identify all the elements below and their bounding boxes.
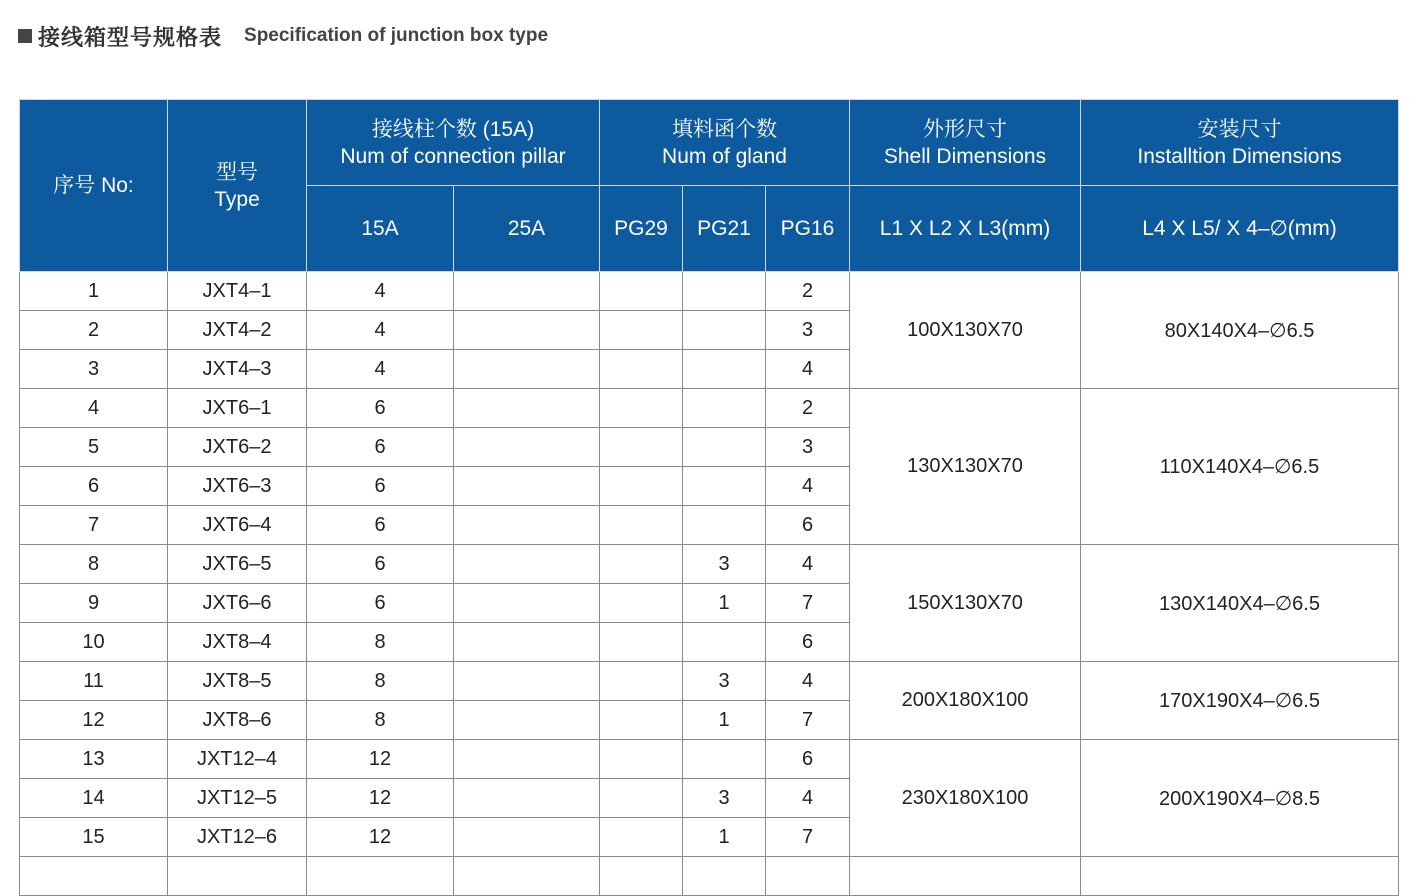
cell-pg16: 3 bbox=[766, 428, 850, 467]
header-no-label: 序号 No: bbox=[53, 174, 134, 197]
cell-pg29 bbox=[600, 311, 683, 350]
cell-install-dimensions: 110X140X4–∅6.5 bbox=[1081, 389, 1399, 545]
cell-no: 4 bbox=[20, 389, 168, 428]
table-row bbox=[20, 545, 1399, 584]
cell-pg16: 4 bbox=[766, 467, 850, 506]
cell-pg29 bbox=[600, 857, 683, 896]
cell-pg21 bbox=[683, 272, 766, 311]
header-pillar-en: Num of connection pillar bbox=[340, 144, 566, 168]
cell-type: JXT12–5 bbox=[168, 779, 307, 818]
cell-shell-dimensions: 230X180X100 bbox=[850, 740, 1081, 857]
cell-pg16: 2 bbox=[766, 389, 850, 428]
header-shell bbox=[850, 100, 1081, 186]
cell-pg21 bbox=[683, 857, 766, 896]
cell-pg16: 6 bbox=[766, 623, 850, 662]
page-title bbox=[18, 20, 548, 52]
cell-shell-dimensions: 130X130X70 bbox=[850, 389, 1081, 545]
cell-install-dimensions: 80X140X4–∅6.5 bbox=[1081, 272, 1399, 389]
cell-pg16: 7 bbox=[766, 584, 850, 623]
header-gland bbox=[600, 100, 850, 186]
cell-25a bbox=[454, 350, 600, 389]
cell-15a: 8 bbox=[307, 662, 454, 701]
cell-pg29 bbox=[600, 623, 683, 662]
header-col-install: L4 X L5/ X 4–∅(mm) bbox=[1081, 186, 1399, 272]
cell-25a bbox=[454, 311, 600, 350]
cell-15a: 8 bbox=[307, 623, 454, 662]
cell-25a bbox=[454, 857, 600, 896]
cell-type: JXT8–5 bbox=[168, 662, 307, 701]
cell-pg16: 4 bbox=[766, 779, 850, 818]
cell-type: JXT4–3 bbox=[168, 350, 307, 389]
cell-no: 9 bbox=[20, 584, 168, 623]
cell-25a bbox=[454, 389, 600, 428]
cell-pg21: 3 bbox=[683, 545, 766, 584]
cell-type: JXT6–3 bbox=[168, 467, 307, 506]
cell-25a bbox=[454, 584, 600, 623]
cell-pg29 bbox=[600, 428, 683, 467]
header-install-en: Installtion Dimensions bbox=[1137, 144, 1342, 168]
cell-type: JXT6–6 bbox=[168, 584, 307, 623]
cell-pg16: 6 bbox=[766, 506, 850, 545]
cell-25a bbox=[454, 272, 600, 311]
header-col-shell: L1 X L2 X L3(mm) bbox=[850, 186, 1081, 272]
cell-type: JXT12–6 bbox=[168, 818, 307, 857]
header-pillar bbox=[307, 100, 600, 186]
cell-pg29 bbox=[600, 506, 683, 545]
cell-pg16 bbox=[766, 857, 850, 896]
cell-15a: 6 bbox=[307, 545, 454, 584]
cell-pg21: 3 bbox=[683, 662, 766, 701]
cell-install-dimensions: 200X190X4–∅8.5 bbox=[1081, 740, 1399, 857]
cell-pg29 bbox=[600, 350, 683, 389]
table-row bbox=[20, 662, 1399, 701]
cell-25a bbox=[454, 662, 600, 701]
cell-25a bbox=[454, 818, 600, 857]
cell-pg29 bbox=[600, 818, 683, 857]
cell-15a: 6 bbox=[307, 506, 454, 545]
cell-15a: 4 bbox=[307, 311, 454, 350]
cell-15a: 6 bbox=[307, 467, 454, 506]
cell-15a: 12 bbox=[307, 740, 454, 779]
header-gland-en: Num of gland bbox=[662, 144, 787, 168]
cell-15a: 6 bbox=[307, 428, 454, 467]
cell-type: JXT6–2 bbox=[168, 428, 307, 467]
cell-25a bbox=[454, 701, 600, 740]
cell-pg16: 6 bbox=[766, 740, 850, 779]
cell-pg29 bbox=[600, 272, 683, 311]
title-chinese: 接线箱型号规格表 bbox=[38, 24, 223, 50]
cell-15a: 4 bbox=[307, 350, 454, 389]
header-col-pg29: PG29 bbox=[600, 186, 683, 272]
cell-no: 14 bbox=[20, 779, 168, 818]
cell-15a: 6 bbox=[307, 584, 454, 623]
cell-pg21 bbox=[683, 311, 766, 350]
header-type-en: Type bbox=[214, 187, 260, 211]
header-install bbox=[1081, 100, 1399, 186]
cell-pg16: 7 bbox=[766, 701, 850, 740]
cell-pg21 bbox=[683, 740, 766, 779]
cell-pg21 bbox=[683, 506, 766, 545]
cell-15a: 12 bbox=[307, 818, 454, 857]
cell-type: JXT4–2 bbox=[168, 311, 307, 350]
cell-15a: 6 bbox=[307, 389, 454, 428]
cell-shell-dimensions: 200X180X100 bbox=[850, 662, 1081, 740]
cell-no: 13 bbox=[20, 740, 168, 779]
cell-type bbox=[168, 857, 307, 896]
cell-install-dimensions bbox=[1081, 857, 1399, 896]
cell-type: JXT12–4 bbox=[168, 740, 307, 779]
cell-type: JXT6–5 bbox=[168, 545, 307, 584]
cell-pg16: 2 bbox=[766, 272, 850, 311]
cell-pg16: 3 bbox=[766, 311, 850, 350]
cell-pg21: 1 bbox=[683, 584, 766, 623]
cell-pg21 bbox=[683, 623, 766, 662]
header-col-25a: 25A bbox=[454, 186, 600, 272]
cell-pg29 bbox=[600, 779, 683, 818]
cell-pg29 bbox=[600, 701, 683, 740]
header-type bbox=[168, 100, 307, 272]
cell-pg16: 4 bbox=[766, 662, 850, 701]
cell-no: 11 bbox=[20, 662, 168, 701]
cell-install-dimensions: 170X190X4–∅6.5 bbox=[1081, 662, 1399, 740]
cell-type: JXT6–1 bbox=[168, 389, 307, 428]
cell-25a bbox=[454, 467, 600, 506]
cell-15a: 4 bbox=[307, 272, 454, 311]
cell-pg21 bbox=[683, 350, 766, 389]
cell-pg29 bbox=[600, 467, 683, 506]
cell-pg29 bbox=[600, 662, 683, 701]
header-col-pg16: PG16 bbox=[766, 186, 850, 272]
cell-25a bbox=[454, 506, 600, 545]
cell-pg21 bbox=[683, 428, 766, 467]
cell-no: 3 bbox=[20, 350, 168, 389]
header-shell-cn: 外形尺寸 bbox=[923, 117, 1007, 141]
title-square-icon bbox=[18, 29, 32, 43]
cell-pg16: 7 bbox=[766, 818, 850, 857]
cell-pg21 bbox=[683, 389, 766, 428]
cell-no: 12 bbox=[20, 701, 168, 740]
cell-15a: 12 bbox=[307, 779, 454, 818]
header-shell-en: Shell Dimensions bbox=[883, 144, 1047, 168]
cell-pg16: 4 bbox=[766, 545, 850, 584]
cell-no: 5 bbox=[20, 428, 168, 467]
header-col-15a: 15A bbox=[307, 186, 454, 272]
cell-no: 7 bbox=[20, 506, 168, 545]
cell-pg29 bbox=[600, 389, 683, 428]
cell-pg21: 1 bbox=[683, 818, 766, 857]
cell-no: 2 bbox=[20, 311, 168, 350]
cell-no: 10 bbox=[20, 623, 168, 662]
cell-25a bbox=[454, 779, 600, 818]
spec-table-body bbox=[20, 272, 1399, 896]
cell-pg29 bbox=[600, 545, 683, 584]
table-row bbox=[20, 389, 1399, 428]
cell-15a bbox=[307, 857, 454, 896]
cell-no: 8 bbox=[20, 545, 168, 584]
cell-type: JXT8–4 bbox=[168, 623, 307, 662]
cell-type: JXT8–6 bbox=[168, 701, 307, 740]
cell-shell-dimensions: 100X130X70 bbox=[850, 272, 1081, 389]
cell-type: JXT6–4 bbox=[168, 506, 307, 545]
cell-no: 1 bbox=[20, 272, 168, 311]
spec-table bbox=[19, 99, 1399, 896]
cell-no: 15 bbox=[20, 818, 168, 857]
cell-15a: 8 bbox=[307, 701, 454, 740]
header-col-pg21: PG21 bbox=[683, 186, 766, 272]
table-row bbox=[20, 272, 1399, 311]
header-no bbox=[20, 100, 168, 272]
cell-pg16: 4 bbox=[766, 350, 850, 389]
cell-no: 6 bbox=[20, 467, 168, 506]
cell-pg29 bbox=[600, 584, 683, 623]
cell-25a bbox=[454, 623, 600, 662]
header-install-cn: 安装尺寸 bbox=[1197, 117, 1282, 141]
title-english: Specification of junction box type bbox=[244, 25, 549, 46]
header-gland-cn: 填料函个数 bbox=[672, 117, 777, 141]
cell-25a bbox=[454, 428, 600, 467]
cell-25a bbox=[454, 545, 600, 584]
cell-pg21: 1 bbox=[683, 701, 766, 740]
cell-shell-dimensions bbox=[850, 857, 1081, 896]
header-pillar-cn: 接线柱个数 (15A) bbox=[371, 117, 535, 141]
cell-type: JXT4–1 bbox=[168, 272, 307, 311]
cell-pg21 bbox=[683, 467, 766, 506]
cell-no bbox=[20, 857, 168, 896]
cell-pg21: 3 bbox=[683, 779, 766, 818]
cell-shell-dimensions: 150X130X70 bbox=[850, 545, 1081, 662]
cell-install-dimensions: 130X140X4–∅6.5 bbox=[1081, 545, 1399, 662]
cell-pg29 bbox=[600, 740, 683, 779]
header-type-cn: 型号 bbox=[216, 160, 258, 184]
cell-25a bbox=[454, 740, 600, 779]
table-row bbox=[20, 857, 1399, 896]
table-row bbox=[20, 740, 1399, 779]
